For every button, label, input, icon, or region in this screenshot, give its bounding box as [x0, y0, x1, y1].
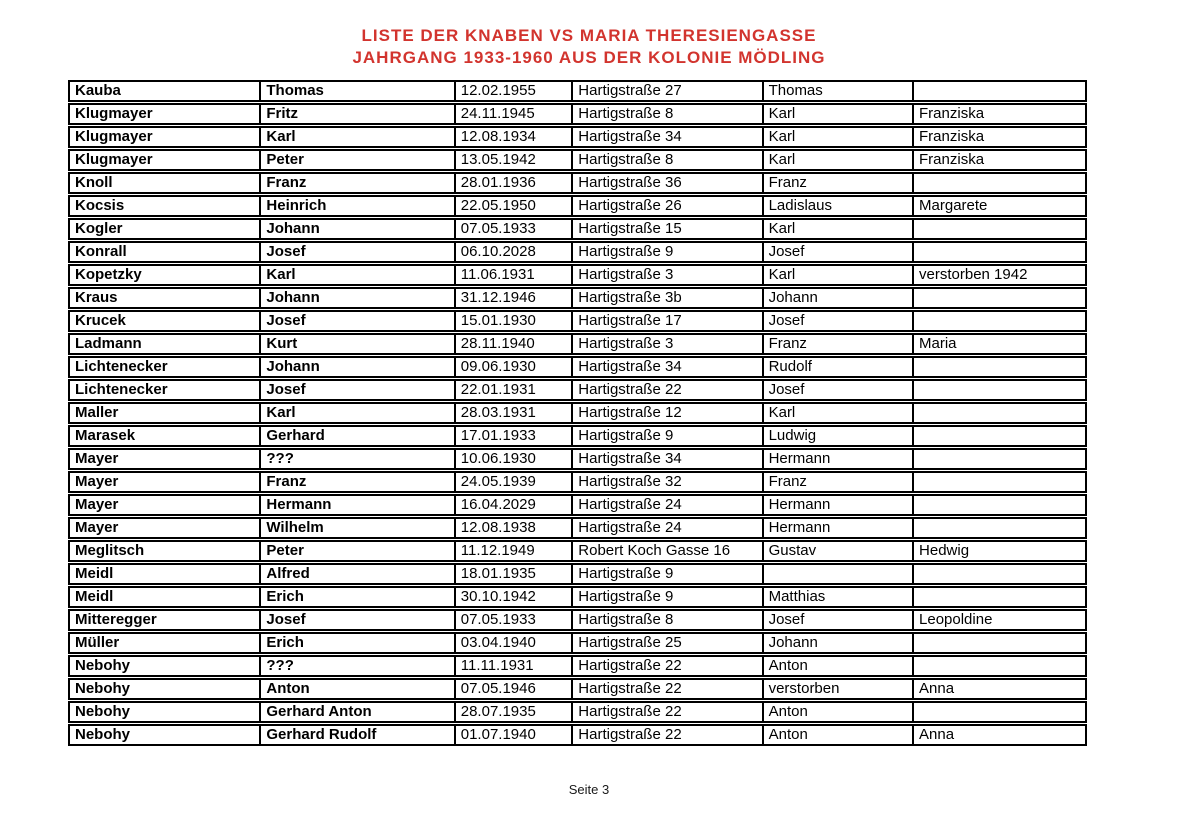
table-cell: Josef	[259, 611, 453, 629]
table-cell	[912, 174, 1085, 192]
table-cell: Franz	[762, 174, 912, 192]
table-cell: Lichtenecker	[75, 358, 168, 375]
table-cell: 11.06.1931	[454, 266, 572, 284]
table-cell: Johann	[259, 358, 453, 376]
table-cell	[912, 450, 1085, 468]
table-cell: 07.05.1933	[454, 220, 572, 238]
table-row	[68, 425, 1087, 447]
table-cell: Hermann	[762, 496, 912, 514]
table-cell: Hartigstraße 8	[571, 151, 761, 169]
table-cell: Gerhard	[259, 427, 453, 445]
table-row	[68, 241, 1087, 263]
table-cell: Hedwig	[912, 542, 1085, 560]
table-cell: 11.12.1949	[454, 542, 572, 560]
table-cell: Kurt	[259, 335, 453, 353]
table-cell	[912, 243, 1085, 261]
table-row	[68, 563, 1087, 585]
table-cell	[912, 496, 1085, 514]
table-cell: 28.03.1931	[454, 404, 572, 422]
table-cell: 13.05.1942	[454, 151, 572, 169]
table-cell: 01.07.1940	[454, 726, 572, 744]
page-footer: Seite 3	[568, 782, 610, 797]
table-cell: Hartigstraße 17	[571, 312, 761, 330]
table-cell: Hartigstraße 8	[571, 611, 761, 629]
table-cell: Karl	[762, 105, 912, 123]
table-cell: Nebohy	[75, 703, 131, 720]
table-row	[68, 356, 1087, 378]
table-cell: Hermann	[762, 519, 912, 537]
table-cell: Franz	[762, 473, 912, 491]
table-cell	[912, 634, 1085, 652]
table-cell: Nebohy	[75, 657, 131, 674]
table-cell: Hartigstraße 15	[571, 220, 761, 238]
table-cell: Kopetzky	[75, 266, 142, 283]
page-title-line2: JAHRGANG 1933-1960 AUS DER KOLONIE MÖDLING	[352, 48, 826, 67]
table-cell: 17.01.1933	[454, 427, 572, 445]
table-cell: Karl	[762, 220, 912, 238]
table-cell	[912, 82, 1085, 100]
table-cell: Karl	[762, 128, 912, 146]
table-cell: Ladislaus	[762, 197, 912, 215]
table-cell: Anton	[762, 657, 912, 675]
pupils-table	[68, 80, 1087, 746]
table-cell: Hartigstraße 9	[571, 243, 761, 261]
table-cell: Leopoldine	[912, 611, 1085, 629]
table-cell: Peter	[259, 542, 453, 560]
table-row	[68, 632, 1087, 654]
table-cell	[912, 358, 1085, 376]
table-row	[68, 494, 1087, 516]
table-cell: Thomas	[259, 82, 453, 100]
table-cell: Gerhard Rudolf	[259, 726, 453, 744]
table-cell: Hermann	[762, 450, 912, 468]
table-cell: Hartigstraße 25	[571, 634, 761, 652]
table-row	[68, 149, 1087, 171]
table-cell: 15.01.1930	[454, 312, 572, 330]
table-cell: Franziska	[912, 128, 1085, 146]
table-row	[68, 172, 1087, 194]
table-cell: Klugmayer	[75, 105, 153, 122]
table-cell: 12.02.1955	[454, 82, 572, 100]
table-row	[68, 379, 1087, 401]
table-cell: Josef	[259, 243, 453, 261]
table-row	[68, 126, 1087, 148]
table-cell: Klugmayer	[75, 151, 153, 168]
table-row	[68, 287, 1087, 309]
table-cell	[912, 588, 1085, 606]
table-cell: Kocsis	[75, 197, 125, 214]
table-cell: Alfred	[259, 565, 453, 583]
table-cell: Anton	[762, 703, 912, 721]
table-cell	[912, 289, 1085, 307]
table-cell: Franziska	[912, 151, 1085, 169]
table-cell: Müller	[75, 634, 120, 651]
table-cell: Hartigstraße 36	[571, 174, 761, 192]
table-cell: Josef	[762, 611, 912, 629]
table-cell: Anton	[762, 726, 912, 744]
table-cell: Klugmayer	[75, 128, 153, 145]
table-cell: Hartigstraße 34	[571, 450, 761, 468]
table-cell: Ladmann	[75, 335, 142, 352]
table-cell: Hartigstraße 12	[571, 404, 761, 422]
table-row	[68, 103, 1087, 125]
table-cell: Josef	[762, 381, 912, 399]
table-cell: 31.12.1946	[454, 289, 572, 307]
table-cell: Karl	[259, 404, 453, 422]
table-row	[68, 540, 1087, 562]
table-cell: Josef	[259, 312, 453, 330]
table-cell: Johann	[259, 289, 453, 307]
table-cell: Maria	[912, 335, 1085, 353]
table-cell: Erich	[259, 634, 453, 652]
table-cell: Josef	[762, 243, 912, 261]
table-cell	[912, 312, 1085, 330]
table-cell: Hartigstraße 22	[571, 680, 761, 698]
table-cell: Hartigstraße 24	[571, 496, 761, 514]
table-cell: Wilhelm	[259, 519, 453, 537]
table-cell: 12.08.1938	[454, 519, 572, 537]
table-row	[68, 195, 1087, 217]
table-cell: Nebohy	[75, 726, 131, 743]
table-cell: Gustav	[762, 542, 912, 560]
table-cell: Hartigstraße 9	[571, 588, 761, 606]
table-cell: Mayer	[75, 519, 119, 536]
table-cell: 22.01.1931	[454, 381, 572, 399]
table-cell	[912, 404, 1085, 422]
table-cell: Gerhard Anton	[259, 703, 453, 721]
table-row	[68, 80, 1087, 102]
table-cell: Erich	[259, 588, 453, 606]
table-cell: 10.06.1930	[454, 450, 572, 468]
table-cell: ???	[259, 450, 453, 468]
table-cell: Johann	[762, 634, 912, 652]
table-cell: Anton	[259, 680, 453, 698]
table-cell: Hartigstraße 34	[571, 128, 761, 146]
table-cell: 30.10.1942	[454, 588, 572, 606]
table-cell: Karl	[259, 266, 453, 284]
table-cell: Franziska	[912, 105, 1085, 123]
table-cell: Hartigstraße 3	[571, 335, 761, 353]
table-cell	[912, 519, 1085, 537]
table-row	[68, 448, 1087, 470]
table-cell: Karl	[762, 266, 912, 284]
table-cell: 11.11.1931	[454, 657, 572, 675]
table-cell: Meglitsch	[75, 542, 145, 559]
table-cell: 12.08.1934	[454, 128, 572, 146]
table-cell: Kauba	[75, 82, 121, 99]
table-cell: Ludwig	[762, 427, 912, 445]
table-cell: Thomas	[762, 82, 912, 100]
table-cell: Meidl	[75, 588, 114, 605]
table-cell: 07.05.1933	[454, 611, 572, 629]
table-cell: Heinrich	[259, 197, 453, 215]
table-cell: 18.01.1935	[454, 565, 572, 583]
table-cell: verstorben 1942	[912, 266, 1085, 284]
table-cell	[912, 657, 1085, 675]
table-row	[68, 724, 1087, 746]
table-cell: Hartigstraße 9	[571, 427, 761, 445]
table-cell: Franz	[762, 335, 912, 353]
table-cell: Mayer	[75, 450, 119, 467]
table-cell: verstorben	[762, 680, 912, 698]
table-cell: Hartigstraße 3b	[571, 289, 761, 307]
table-cell: Josef	[762, 312, 912, 330]
table-cell: Hartigstraße 22	[571, 381, 761, 399]
table-cell: Margarete	[912, 197, 1085, 215]
table-cell: 16.04.2029	[454, 496, 572, 514]
table-cell: Johann	[259, 220, 453, 238]
table-cell: Nebohy	[75, 680, 131, 697]
table-cell	[912, 381, 1085, 399]
table-cell: Anna	[912, 680, 1085, 698]
table-cell: Hartigstraße 3	[571, 266, 761, 284]
table-cell: Hartigstraße 8	[571, 105, 761, 123]
table-cell: Mayer	[75, 496, 119, 513]
table-cell	[912, 427, 1085, 445]
table-cell: 07.05.1946	[454, 680, 572, 698]
table-cell: Hermann	[259, 496, 453, 514]
table-cell: Josef	[259, 381, 453, 399]
table-cell: Karl	[762, 151, 912, 169]
table-row	[68, 471, 1087, 493]
table-row	[68, 586, 1087, 608]
table-cell: ???	[259, 657, 453, 675]
table-cell: Anna	[912, 726, 1085, 744]
table-cell: Hartigstraße 22	[571, 657, 761, 675]
table-cell: Maller	[75, 404, 119, 421]
table-cell	[912, 565, 1085, 583]
table-cell: Knoll	[75, 174, 113, 191]
table-row	[68, 402, 1087, 424]
table-cell: 24.11.1945	[454, 105, 572, 123]
table-cell	[912, 220, 1085, 238]
table-cell: Rudolf	[762, 358, 912, 376]
table-cell: 03.04.1940	[454, 634, 572, 652]
table-row	[68, 333, 1087, 355]
table-row	[68, 218, 1087, 240]
table-cell: Hartigstraße 24	[571, 519, 761, 537]
table-row	[68, 310, 1087, 332]
table-cell: Mitteregger	[75, 611, 157, 628]
table-cell: Hartigstraße 32	[571, 473, 761, 491]
table-cell: Matthias	[762, 588, 912, 606]
table-cell: 28.07.1935	[454, 703, 572, 721]
table-cell: Peter	[259, 151, 453, 169]
table-cell: Hartigstraße 9	[571, 565, 761, 583]
table-cell: Krucek	[75, 312, 126, 329]
table-row	[68, 655, 1087, 677]
table-cell: Karl	[762, 404, 912, 422]
table-cell: 22.05.1950	[454, 197, 572, 215]
table-cell: Hartigstraße 26	[571, 197, 761, 215]
table-cell: Robert Koch Gasse 16	[571, 542, 761, 560]
table-cell: 28.11.1940	[454, 335, 572, 353]
table-cell	[762, 565, 912, 583]
table-cell: Hartigstraße 34	[571, 358, 761, 376]
page-title	[0, 25, 1178, 69]
table-cell: Kraus	[75, 289, 118, 306]
table-cell: Konrall	[75, 243, 127, 260]
table-cell: Meidl	[75, 565, 114, 582]
table-row	[68, 517, 1087, 539]
table-cell: 09.06.1930	[454, 358, 572, 376]
table-cell: Lichtenecker	[75, 381, 168, 398]
table-cell: Karl	[259, 128, 453, 146]
table-cell: Fritz	[259, 105, 453, 123]
table-cell: Hartigstraße 27	[571, 82, 761, 100]
table-cell: 06.10.2028	[454, 243, 572, 261]
table-cell: Kogler	[75, 220, 123, 237]
page-title-line1: LISTE DER KNABEN VS MARIA THERESIENGASSE	[361, 26, 817, 45]
table-row	[68, 678, 1087, 700]
table-cell: Mayer	[75, 473, 119, 490]
table-cell: 24.05.1939	[454, 473, 572, 491]
table-cell: Hartigstraße 22	[571, 703, 761, 721]
table-row	[68, 609, 1087, 631]
table-cell: Hartigstraße 22	[571, 726, 761, 744]
table-cell: 28.01.1936	[454, 174, 572, 192]
table-cell: Johann	[762, 289, 912, 307]
table-cell: Franz	[259, 174, 453, 192]
table-row	[68, 264, 1087, 286]
table-cell: Marasek	[75, 427, 136, 444]
table-cell	[912, 703, 1085, 721]
table-cell	[912, 473, 1085, 491]
table-cell: Franz	[259, 473, 453, 491]
table-row	[68, 701, 1087, 723]
